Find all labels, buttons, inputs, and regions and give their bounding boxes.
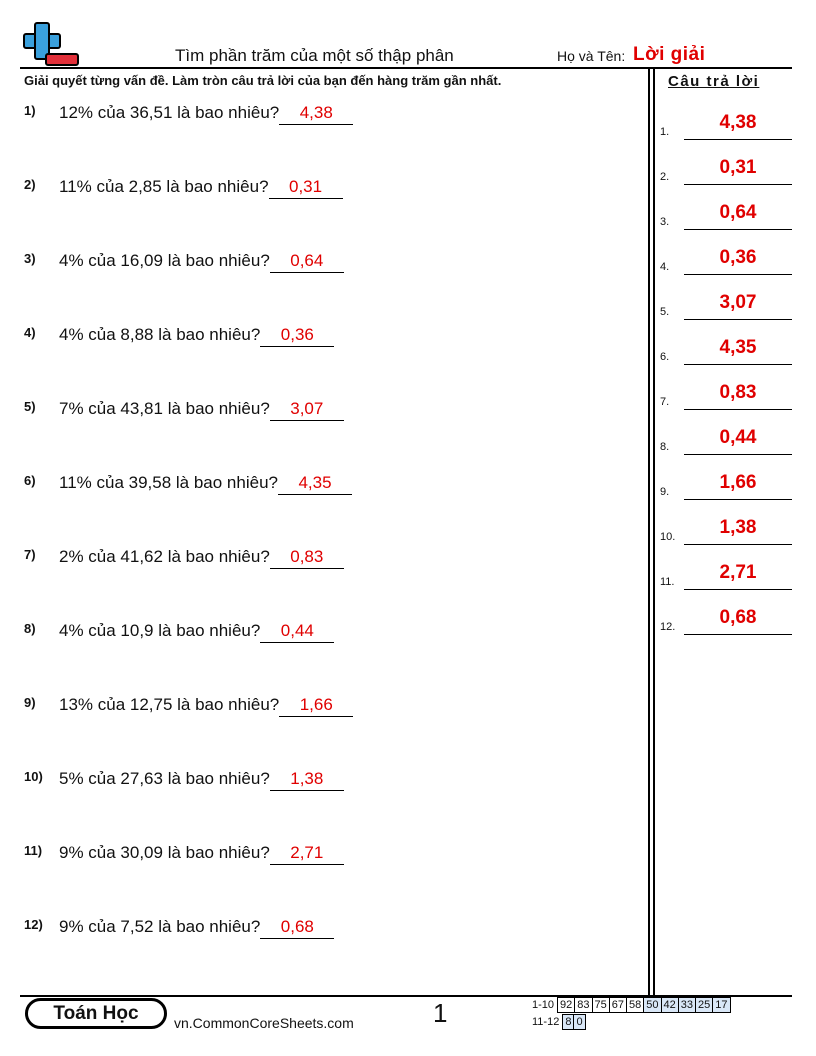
instructions: Giải quyết từng vấn đề. Làm tròn câu trả lời của bạn đến hàng trăm gần nhất.	[24, 73, 502, 88]
problem-text	[59, 917, 334, 939]
problem-question: 4% của 10,9 là bao nhiêu?	[59, 621, 261, 640]
problem-number: 12)	[24, 917, 43, 932]
answer-key-value[interactable]: 1,66	[684, 472, 792, 500]
answer-key-number: 6.	[660, 351, 670, 363]
problem-number: 10)	[24, 769, 43, 784]
problem-number: 6)	[24, 473, 36, 488]
answer-key-item	[660, 335, 792, 365]
answer-blank[interactable]: 0,64	[270, 251, 344, 273]
answer-blank[interactable]: 4,35	[278, 473, 352, 495]
score-table-row2	[530, 1014, 586, 1030]
answer-blank[interactable]: 2,71	[270, 843, 344, 865]
problem-number: 8)	[24, 621, 36, 636]
problem-number: 9)	[24, 695, 36, 710]
answer-key-number: 7.	[660, 396, 670, 408]
problem-text	[59, 769, 344, 791]
score-cell: 75	[592, 998, 609, 1013]
answer-key-value[interactable]: 0,64	[684, 202, 792, 230]
answer-key-value[interactable]: 0,83	[684, 382, 792, 410]
score-table-row1	[530, 997, 731, 1013]
problem-text	[59, 399, 344, 421]
answer-key-item	[660, 245, 792, 275]
brand-badge: Toán Học	[25, 998, 167, 1029]
answer-key-item	[660, 290, 792, 320]
name-value: Lời giải	[633, 44, 706, 65]
problem-question: 4% của 8,88 là bao nhiêu?	[59, 325, 261, 344]
problem-question: 9% của 7,52 là bao nhiêu?	[59, 917, 261, 936]
problem-text	[59, 621, 334, 643]
answer-key-number: 11.	[660, 576, 675, 588]
answer-key-item	[660, 515, 792, 545]
answer-key-number: 9.	[660, 486, 670, 498]
problem-question: 4% của 16,09 là bao nhiêu?	[59, 251, 270, 270]
problem-question: 7% của 43,81 là bao nhiêu?	[59, 399, 270, 418]
problem-question: 12% của 36,51 là bao nhiêu?	[59, 103, 280, 122]
answer-key-value[interactable]: 0,68	[684, 607, 792, 635]
name-label: Họ và Tên:	[557, 48, 626, 64]
problem-number: 3)	[24, 251, 36, 266]
answer-blank[interactable]: 0,83	[270, 547, 344, 569]
score-cell: 42	[661, 998, 678, 1013]
page-number: 1	[433, 998, 448, 1028]
answer-key-number: 5.	[660, 306, 670, 318]
score-cell: 25	[696, 998, 713, 1013]
column-divider	[648, 67, 650, 997]
answer-blank[interactable]: 1,38	[270, 769, 344, 791]
score-cell: 50	[644, 998, 661, 1013]
answer-blank[interactable]: 0,44	[260, 621, 334, 643]
problem-number: 5)	[24, 399, 36, 414]
answer-key-item	[660, 200, 792, 230]
problem-text	[59, 843, 344, 865]
answer-key-number: 2.	[660, 171, 670, 183]
worksheet-title: Tìm phần trăm của một số thập phân	[175, 46, 454, 65]
problem-text	[59, 695, 353, 717]
answer-key-number: 10.	[660, 531, 676, 543]
plus-minus-logo-icon	[22, 22, 80, 68]
score-cell: 0	[574, 1015, 585, 1030]
problem-question: 11% của 2,85 là bao nhiêu?	[59, 177, 269, 196]
answer-key-value[interactable]: 0,44	[684, 427, 792, 455]
answer-blank[interactable]: 4,38	[279, 103, 353, 125]
answer-key-item	[660, 605, 792, 635]
answer-key-item	[660, 380, 792, 410]
score-cell: 33	[678, 998, 695, 1013]
answer-key-number: 1.	[660, 126, 670, 138]
problem-question: 2% của 41,62 là bao nhiêu?	[59, 547, 270, 566]
answer-key-item	[660, 560, 792, 590]
problem-text	[59, 473, 352, 495]
problem-text	[59, 103, 353, 125]
answer-blank[interactable]: 0,36	[260, 325, 334, 347]
answer-blank[interactable]: 3,07	[270, 399, 344, 421]
site-url: vn.CommonCoreSheets.com	[174, 1015, 354, 1031]
answer-key-item	[660, 110, 792, 140]
problem-text	[59, 325, 334, 347]
score-cell: 58	[627, 998, 644, 1013]
answer-key-number: 4.	[660, 261, 670, 273]
problem-text	[59, 177, 343, 199]
problem-text	[59, 251, 344, 273]
answer-key-number: 8.	[660, 441, 670, 453]
problem-question: 9% của 30,09 là bao nhiêu?	[59, 843, 270, 862]
answer-blank[interactable]: 0,31	[269, 177, 343, 199]
answer-key-value[interactable]: 1,38	[684, 517, 792, 545]
answer-key-value[interactable]: 3,07	[684, 292, 792, 320]
score-range-label: 1-10	[532, 999, 555, 1011]
problem-text	[59, 547, 344, 569]
answer-blank[interactable]: 1,66	[279, 695, 353, 717]
column-divider	[653, 67, 655, 997]
answer-key-number: 12.	[660, 621, 676, 633]
problem-number: 7)	[24, 547, 36, 562]
problem-question: 11% của 39,58 là bao nhiêu?	[59, 473, 278, 492]
answer-key-item	[660, 155, 792, 185]
header-divider	[20, 67, 792, 69]
answer-key-value[interactable]: 2,71	[684, 562, 792, 590]
answer-key-value[interactable]: 0,31	[684, 157, 792, 185]
answers-header: Câu trả lời	[668, 73, 760, 90]
answer-key-number: 3.	[660, 216, 670, 228]
answer-blank[interactable]: 0,68	[260, 917, 334, 939]
answer-key-item	[660, 425, 792, 455]
score-cell: 92	[558, 998, 575, 1013]
problem-question: 5% của 27,63 là bao nhiêu?	[59, 769, 270, 788]
answer-key-item	[660, 470, 792, 500]
problem-number: 2)	[24, 177, 36, 192]
score-cell: 67	[609, 998, 626, 1013]
answer-key-value[interactable]: 0,36	[684, 247, 792, 275]
answer-key-value[interactable]: 4,35	[684, 337, 792, 365]
problem-number: 1)	[24, 103, 36, 118]
score-cell: 17	[713, 998, 730, 1013]
answer-key-value[interactable]: 4,38	[684, 112, 792, 140]
score-range-label: 11-12	[532, 1016, 560, 1028]
score-cell: 8	[563, 1015, 574, 1030]
problem-question: 13% của 12,75 là bao nhiêu?	[59, 695, 280, 714]
problem-number: 11)	[24, 843, 43, 858]
score-cell: 83	[575, 998, 592, 1013]
problem-number: 4)	[24, 325, 36, 340]
